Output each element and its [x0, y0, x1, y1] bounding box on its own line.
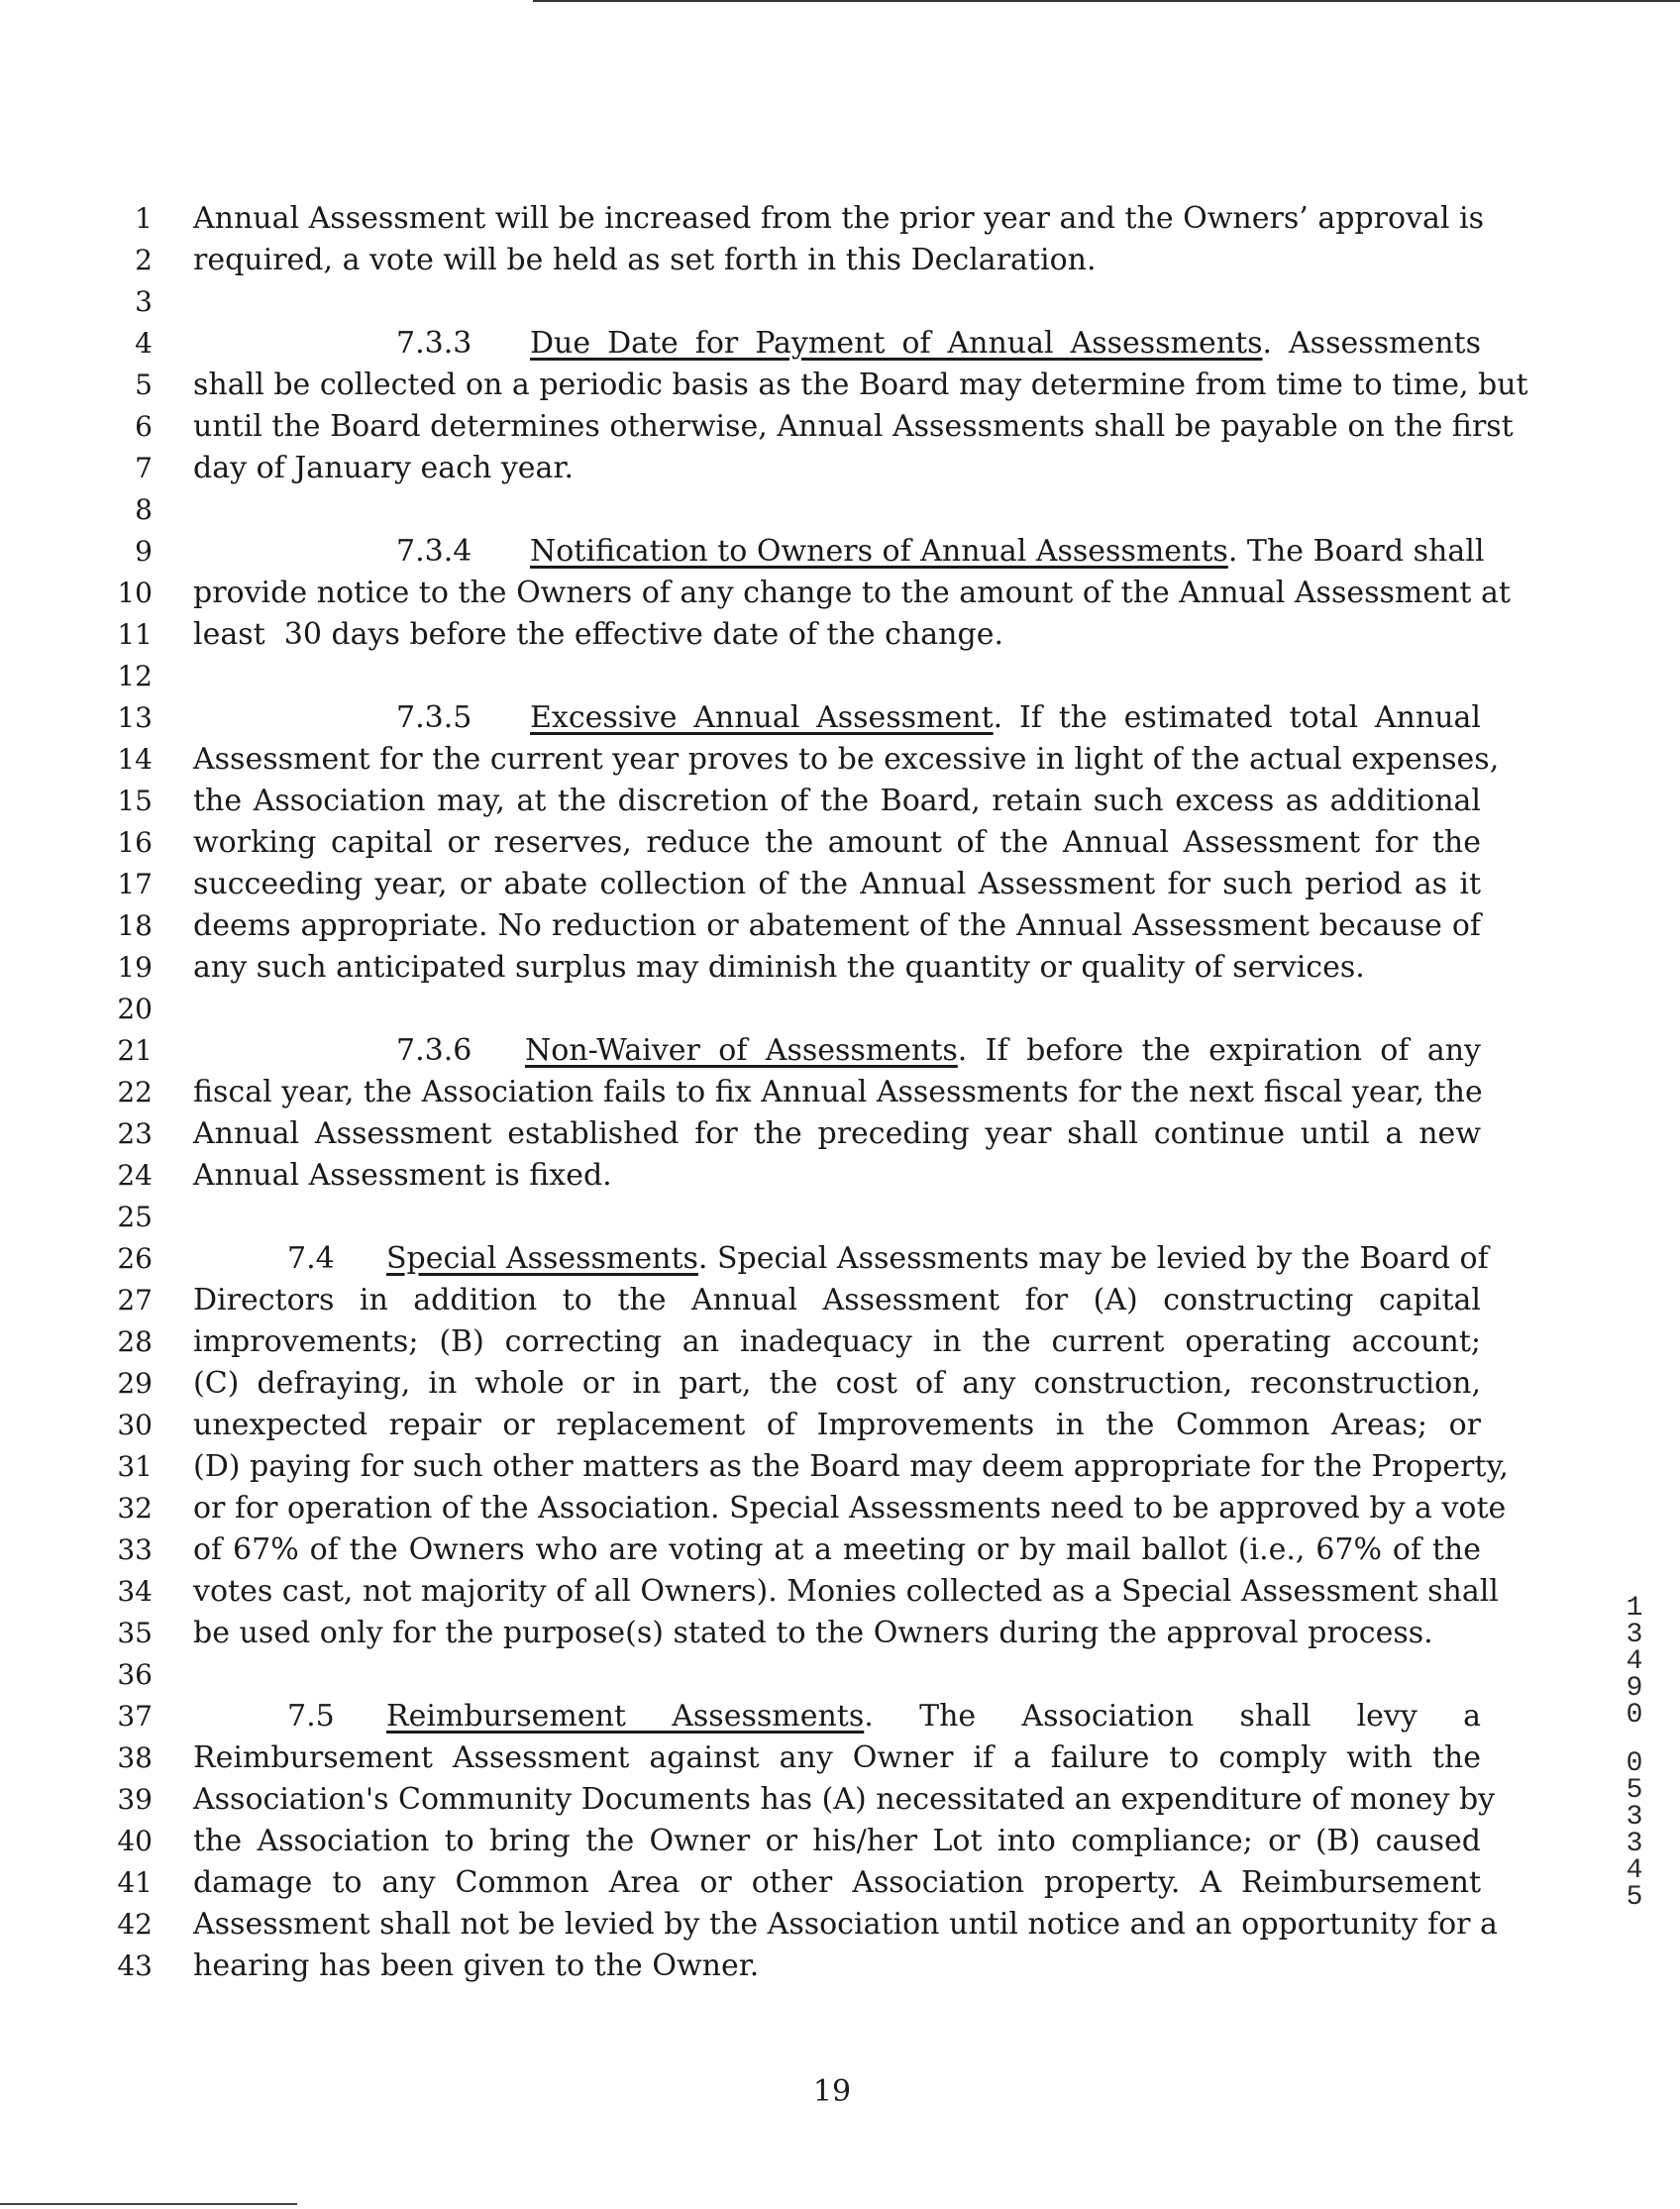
line-number: 19: [117, 951, 153, 984]
section-title: Notification to Owners of Annual Assessments: [530, 534, 1228, 569]
line-text: Annual Assessment established for the preceding year shall continue until a new: [193, 1116, 1481, 1151]
line-text: shall be collected on a periodic basis as the Board may determine from time to time, but: [193, 368, 1528, 402]
line-number: 26: [117, 1242, 153, 1275]
section-number: 7.4: [287, 1241, 335, 1276]
section-title-period: .: [1227, 534, 1238, 569]
line-number: 5: [135, 368, 153, 401]
line-text: Assessment shall not be levied by the Association until notice and an opportunity for a: [193, 1907, 1498, 1942]
stamp-digit: 3: [1626, 1829, 1643, 1859]
line-number: 2: [135, 244, 153, 276]
section-number: 7.3.5: [396, 700, 472, 735]
line-number: 18: [117, 909, 153, 942]
line-number: 38: [117, 1741, 153, 1774]
line-number: 28: [117, 1325, 153, 1358]
section-title-period: .: [864, 1699, 874, 1734]
line-number: 34: [117, 1575, 153, 1608]
line-text: day of January each year.: [193, 451, 575, 485]
line-number: 22: [117, 1076, 153, 1108]
stamp-digit: 1: [1626, 1593, 1643, 1624]
line-text: The Board shall: [1246, 534, 1485, 569]
line-number: 12: [117, 660, 153, 692]
section-title-period: .: [957, 1033, 968, 1068]
line-number: 9: [135, 535, 153, 568]
section-number: 7.5: [287, 1699, 335, 1734]
line-text: (D) paying for such other matters as the Board may deem appropriate for the Property,: [193, 1449, 1509, 1484]
line-text: Association's Community Documents has (A) necessitated an expenditure of money by: [193, 1782, 1496, 1817]
line-number: 36: [117, 1658, 153, 1691]
line-number: 39: [117, 1783, 153, 1816]
section-title-period: .: [1262, 326, 1273, 361]
line-number: 27: [117, 1284, 153, 1316]
section-title: Reimbursement Assessments: [386, 1699, 865, 1734]
line-number: 14: [117, 743, 153, 776]
section-number: 7.3.6: [396, 1033, 472, 1068]
line-text: damage to any Common Area or other Association property. A Reimbursement: [193, 1865, 1481, 1900]
section-title: Due Date for Payment of Annual Assessments: [530, 326, 1263, 361]
stamp-digit: 9: [1626, 1673, 1643, 1704]
stamp-digit: 4: [1626, 1646, 1643, 1677]
line-number: 3: [135, 285, 153, 318]
line-text: (C) defraying, in whole or in part, the cost of any construction, reconstruction,: [193, 1366, 1481, 1401]
line-text: working capital or reserves, reduce the amount of the Annual Assessment for the: [193, 825, 1481, 860]
line-text: Annual Assessment is fixed.: [193, 1158, 612, 1193]
section-title: Excessive Annual Assessment: [530, 700, 994, 735]
line-number: 15: [117, 785, 153, 817]
recording-stamp: [1623, 1595, 1646, 1911]
section-title-period: .: [993, 700, 1003, 735]
section-number: 7.3.4: [396, 534, 472, 569]
line-number: 23: [117, 1117, 153, 1150]
line-text: If the estimated total Annual: [1018, 700, 1481, 735]
line-text: Directors in addition to the Annual Assessment for (A) constructing capital: [193, 1283, 1481, 1317]
line-text: until the Board determines otherwise, Annual Assessments shall be payable on the first: [193, 409, 1514, 444]
line-number: 35: [117, 1617, 153, 1649]
stamp-digit: 3: [1626, 1620, 1643, 1650]
stamp-digit: 3: [1626, 1802, 1643, 1833]
section-heading-line: [287, 1238, 1489, 1280]
line-number: 41: [117, 1866, 153, 1899]
line-text: deems appropriate. No reduction or abatement of the Annual Assessment because of: [193, 908, 1481, 943]
line-text: improvements; (B) correcting an inadequacy in the current operating account;: [193, 1324, 1481, 1359]
line-text: of 67% of the Owners who are voting at a meeting or by mail ballot (i.e., 67% of the: [193, 1532, 1481, 1567]
line-number: 4: [135, 327, 153, 360]
line-text: any such anticipated surplus may diminish the quantity or quality of services.: [193, 950, 1365, 985]
line-number: 30: [117, 1409, 153, 1441]
section-heading-line: [396, 531, 1485, 573]
section-title-period: .: [697, 1241, 708, 1276]
line-text: least 30 days before the effective date of the change.: [193, 617, 1003, 652]
stamp-gap: [1623, 1729, 1646, 1750]
line-text: votes cast, not majority of all Owners). Monies collected as a Special Assessment shall: [193, 1574, 1499, 1609]
line-number: 42: [117, 1908, 153, 1941]
line-number: 17: [117, 868, 153, 900]
section-heading-line: [396, 1030, 1481, 1072]
stamp-digit: 0: [1626, 1748, 1643, 1779]
line-number: 31: [117, 1450, 153, 1483]
line-number: 6: [135, 410, 153, 443]
page-number: 19: [812, 2074, 852, 2109]
line-number: 21: [117, 1034, 153, 1067]
line-number: 11: [117, 618, 153, 651]
line-text: Assessments: [1289, 326, 1481, 361]
line-text: be used only for the purpose(s) stated to the Owners during the approval process.: [193, 1616, 1433, 1650]
line-number: 29: [117, 1367, 153, 1400]
line-text: the Association may, at the discretion of the Board, retain such excess as additional: [193, 784, 1481, 818]
section-heading-line: [396, 697, 1481, 739]
line-text: Assessment for the current year proves to be excessive in light of the actual expenses,: [193, 742, 1500, 777]
stamp-digit: 4: [1626, 1855, 1643, 1886]
line-text: the Association to bring the Owner or his/her Lot into compliance; or (B) caused: [193, 1824, 1481, 1858]
bottom-rule: [0, 2203, 297, 2205]
line-number: 1: [135, 202, 153, 235]
line-number: 20: [117, 993, 153, 1025]
line-number: 8: [135, 493, 153, 526]
section-heading-line: [287, 1696, 1481, 1737]
line-number: 40: [117, 1825, 153, 1857]
line-number: 43: [117, 1949, 153, 1982]
section-title: Special Assessments: [386, 1241, 698, 1276]
line-number: 7: [135, 452, 153, 484]
section-number: 7.3.3: [396, 326, 472, 361]
line-number: 16: [117, 826, 153, 859]
line-text: unexpected repair or replacement of Improvements in the Common Areas; or: [193, 1408, 1481, 1442]
line-text: Special Assessments may be levied by the Board of: [717, 1241, 1489, 1276]
line-text: or for operation of the Association. Special Assessments need to be approved by a vote: [193, 1491, 1507, 1525]
line-number: 25: [117, 1201, 153, 1233]
section-heading-line: [396, 323, 1481, 365]
line-text: hearing has been given to the Owner.: [193, 1948, 760, 1983]
section-title: Non-Waiver of Assessments: [525, 1033, 958, 1068]
stamp-digit: 0: [1626, 1700, 1643, 1731]
line-number: 37: [117, 1700, 153, 1733]
line-number: 24: [117, 1159, 153, 1192]
line-text: provide notice to the Owners of any change to the amount of the Annual Assessment at: [193, 576, 1511, 610]
line-text: required, a vote will be held as set forth in this Declaration.: [193, 243, 1097, 277]
line-text: succeeding year, or abate collection of the Annual Assessment for such period as it: [193, 867, 1481, 901]
line-number: 10: [117, 577, 153, 609]
line-number: 13: [117, 701, 153, 734]
line-text: The Association shall levy a: [919, 1699, 1481, 1734]
stamp-digit: 5: [1626, 1882, 1643, 1913]
line-text: If before the expiration of any: [985, 1033, 1481, 1068]
line-text: fiscal year, the Association fails to fix Annual Assessments for the next fiscal year, the: [193, 1075, 1483, 1109]
line-text: Annual Assessment will be increased from the prior year and the Owners’ approval is: [193, 201, 1484, 236]
line-number: 32: [117, 1492, 153, 1525]
line-text: Reimbursement Assessment against any Owner if a failure to comply with the: [193, 1740, 1481, 1775]
line-number: 33: [117, 1533, 153, 1566]
stamp-digit: 5: [1626, 1775, 1643, 1806]
